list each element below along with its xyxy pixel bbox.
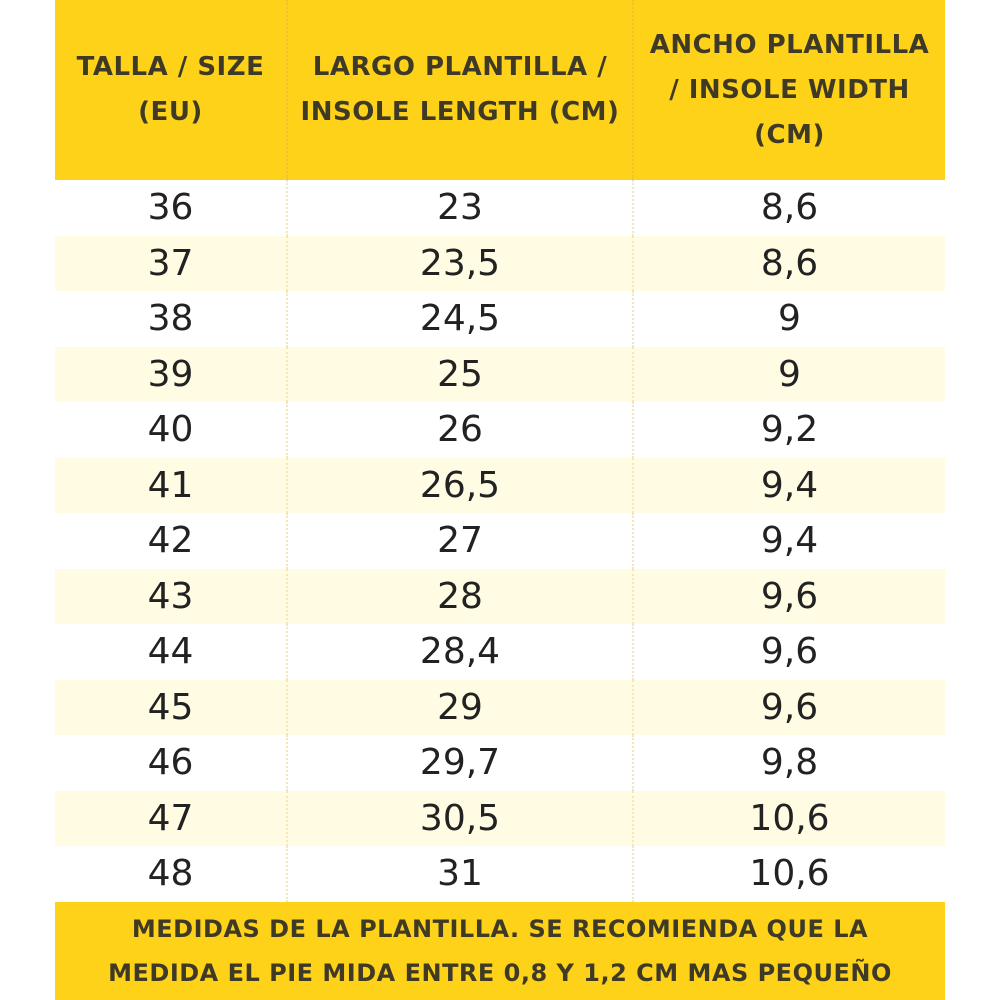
size-cell: 42 [55, 513, 288, 569]
width-cell: 8,6 [760, 187, 819, 229]
size-cell: 44 [55, 624, 288, 680]
width-cell: 10,6 [749, 797, 830, 839]
width-cell: 8,6 [760, 242, 819, 284]
width-cell: 9,6 [760, 686, 819, 728]
size-cell: 45 [55, 680, 288, 736]
length-cell: 27 [288, 513, 634, 569]
table-row [55, 791, 945, 847]
length-cell: 26 [288, 402, 634, 458]
header-size: TALLA / SIZE (EU) [55, 0, 288, 180]
length-cell: 28 [288, 569, 634, 625]
size-cell: 48 [55, 846, 288, 902]
size-cell: 37 [55, 236, 288, 292]
width-cell: 9,6 [760, 575, 819, 617]
length-cell: 23,5 [288, 236, 634, 292]
table-row [55, 180, 945, 236]
size-cell: 38 [55, 291, 288, 347]
table-row [55, 458, 945, 514]
table-row [55, 291, 945, 347]
table-row [55, 735, 945, 791]
width-cell: 9 [778, 353, 801, 395]
table-row [55, 402, 945, 458]
size-cell: 40 [55, 402, 288, 458]
width-cell: 9,4 [760, 464, 819, 506]
table-row [55, 846, 945, 902]
width-cell: 9,2 [760, 409, 819, 451]
table-row [55, 680, 945, 736]
table-row [55, 624, 945, 680]
size-cell: 36 [55, 180, 288, 236]
length-cell: 29 [288, 680, 634, 736]
size-cell: 47 [55, 791, 288, 847]
length-cell: 31 [288, 846, 634, 902]
size-cell: 41 [55, 458, 288, 514]
table-row [55, 347, 945, 403]
width-cell: 9 [778, 298, 801, 340]
length-cell: 28,4 [288, 624, 634, 680]
table-row [55, 513, 945, 569]
length-cell: 23 [288, 180, 634, 236]
table-header [55, 0, 945, 180]
length-cell: 30,5 [288, 791, 634, 847]
width-cell: 9,8 [760, 742, 819, 784]
length-cell: 26,5 [288, 458, 634, 514]
size-cell: 46 [55, 735, 288, 791]
size-cell: 43 [55, 569, 288, 625]
length-cell: 29,7 [288, 735, 634, 791]
table-body [55, 180, 945, 902]
header-insole-width: ANCHO PLANTILLA / INSOLE WIDTH (CM) [649, 29, 930, 150]
width-cell: 9,6 [760, 631, 819, 673]
size-chart-table [55, 0, 945, 1000]
width-cell: 10,6 [749, 853, 830, 895]
header-insole-length: LARGO PLANTILLA / INSOLE LENGTH (CM) [288, 0, 634, 180]
table-row [55, 569, 945, 625]
length-cell: 24,5 [288, 291, 634, 347]
table-row [55, 236, 945, 292]
width-cell: 9,4 [760, 520, 819, 562]
footer-note: MEDIDAS DE LA PLANTILLA. SE RECOMIENDA QUE LA MEDIDA EL PIE MIDA ENTRE 0,8 Y 1,2 CM MAS PEQUEÑO [55, 902, 945, 1000]
length-cell: 25 [288, 347, 634, 403]
size-cell: 39 [55, 347, 288, 403]
